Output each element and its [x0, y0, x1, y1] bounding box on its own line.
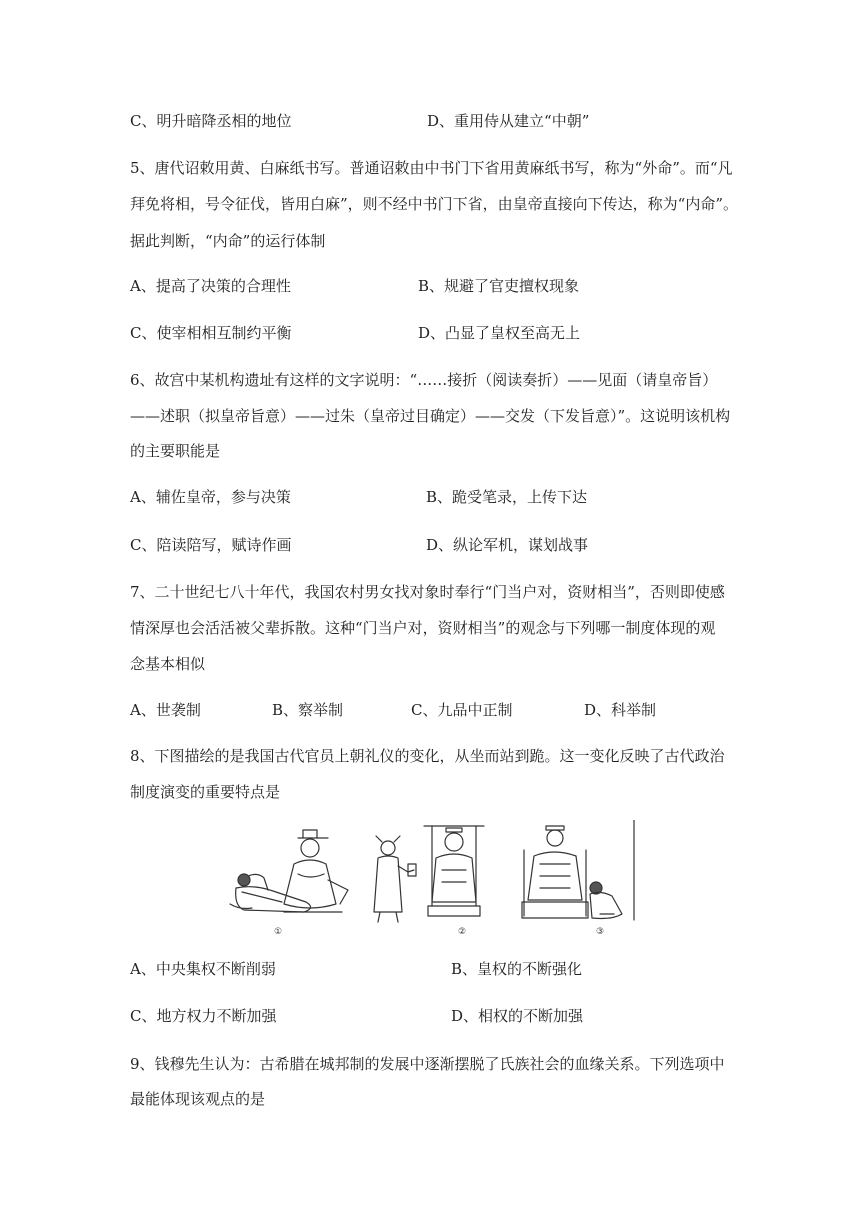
q5-stem-line-1: 5、唐代诏敕用黄、白麻纸书写。普通诏敕由中书门下省用黄麻纸书写，称为“外命”。而“凡: [130, 159, 733, 177]
q6-option-c: C、陪读陪写，赋诗作画: [130, 536, 292, 554]
panel-3-kneeling-figures: [522, 820, 634, 920]
q4-option-c: C、明升暗降丞相的地位: [130, 112, 292, 130]
figure-label-2: ②: [457, 927, 467, 937]
q8-option-b: B、皇权的不断强化: [451, 960, 583, 978]
q4-option-d: D、重用侍从建立“中朝”: [427, 112, 590, 130]
q6-option-d: D、纵论军机，谋划战事: [426, 536, 589, 554]
q5-stem-line-3: 据此判断，“内命”的运行体制: [130, 232, 326, 250]
q6-stem-line-3: 的主要职能是: [130, 442, 221, 460]
panel-1-seated-figures: [230, 830, 348, 912]
q6-stem-line-2: ——述职（拟皇帝旨意）——过朱（皇帝过目确定）——交发（下发旨意）”。这说明该机构: [130, 407, 731, 425]
q5-option-a: A、提高了决策的合理性: [130, 277, 291, 295]
q7-option-a: A、世袭制: [130, 701, 201, 719]
q8-option-d: D、相权的不断加强: [451, 1007, 584, 1025]
panel-2-standing-figures: [374, 826, 484, 922]
q6-option-b: B、跪受笔录，上传下达: [426, 488, 588, 506]
court-etiquette-illustration: [228, 820, 638, 938]
q7-stem-line-2: 情深厚也会活活被父辈拆散。这种“门当户对，资财相当”的观念与下列哪一制度体现的观: [130, 619, 716, 637]
q5-option-c: C、使宰相相互制约平衡: [130, 324, 292, 342]
q8-stem-line-2: 制度演变的重要特点是: [130, 783, 281, 801]
figure-label-3: ③: [595, 927, 605, 937]
q8-stem-line-1: 8、下图描绘的是我国古代官员上朝礼仪的变化，从坐而站到跪。这一变化反映了古代政治: [130, 747, 725, 765]
q8-option-c: C、地方权力不断加强: [130, 1007, 277, 1025]
q6-stem-line-1: 6、故宫中某机构遗址有这样的文字说明：“……接折（阅读奏折）——见面（请皇帝旨）: [130, 371, 718, 389]
figure-label-1: ①: [273, 927, 283, 937]
q7-option-c: C、九品中正制: [411, 701, 513, 719]
q7-stem-line-3: 念基本相似: [130, 655, 206, 673]
q5-option-b: B、规避了官吏擅权现象: [418, 277, 580, 295]
q5-stem-line-2: 拜免将相，号令征伐，皆用白麻”，则不经中书门下省，由皇帝直接向下传达，称为“内命”。: [130, 195, 739, 213]
q7-option-b: B、察举制: [272, 701, 344, 719]
q7-option-d: D、科举制: [584, 701, 657, 719]
q9-stem-line-1: 9、钱穆先生认为：古希腊在城邦制的发展中逐渐摆脱了氏族社会的血缘关系。下列选项中: [130, 1055, 725, 1073]
q8-option-a: A、中央集权不断削弱: [130, 960, 276, 978]
q7-stem-line-1: 7、二十世纪七八十年代，我国农村男女找对象时奉行“门当户对，资财相当”，否则即使感: [130, 583, 725, 601]
q5-option-d: D、凸显了皇权至高无上: [418, 324, 581, 342]
q6-option-a: A、辅佐皇帝，参与决策: [130, 488, 291, 506]
q9-stem-line-2: 最能体现该观点的是: [130, 1090, 266, 1108]
